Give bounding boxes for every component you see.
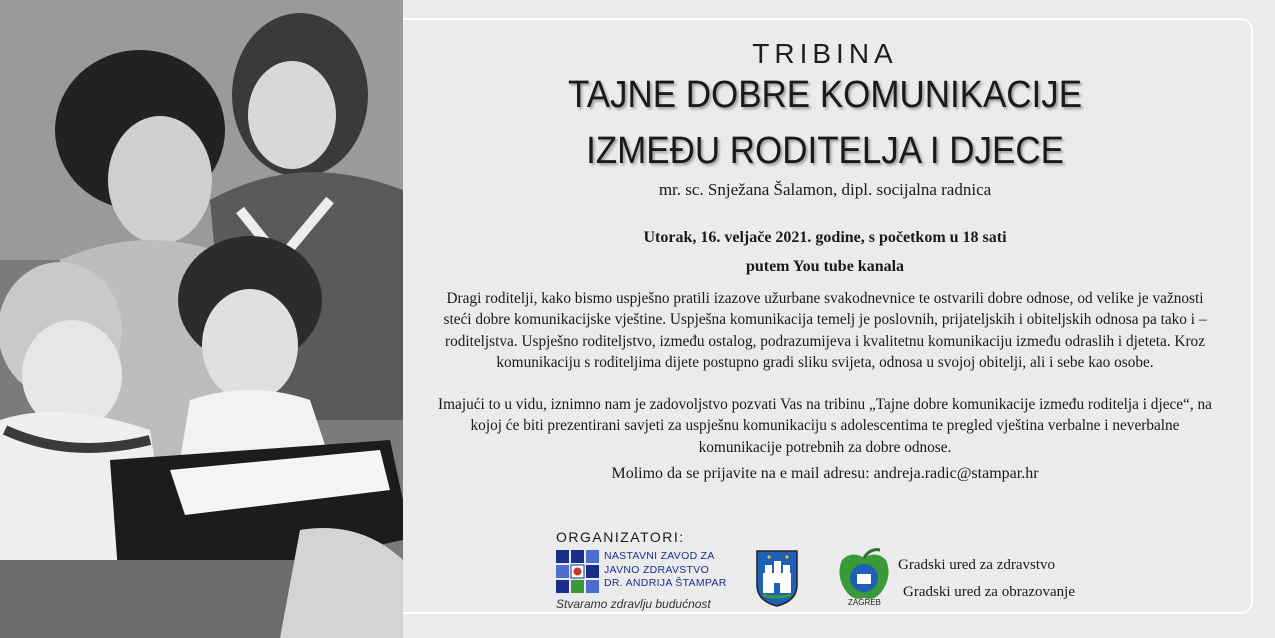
organizers-label: ORGANIZATORI: [556, 529, 685, 545]
event-date: Utorak, 16. veljače 2021. godine, s početkom u 18 sati [643, 229, 1007, 246]
zavod-slogan: Stvaramo zdravlju budućnost [556, 597, 711, 611]
contact-line: Molimo da se prijavite na e mail adresu: andreja.radic@stampar.hr [611, 465, 1039, 482]
zagreb-coat-of-arms-icon [755, 549, 799, 607]
title-line-1: TAJNE DOBRE KOMUNIKACIJE [567, 74, 1083, 116]
office-education: Gradski ured za obrazovanje [903, 584, 1076, 600]
zavod-logo [556, 550, 746, 612]
speaker-name: mr. sc. Snježana Šalamon, dipl. socijalna radnica [658, 180, 992, 199]
zavod-name [604, 550, 727, 591]
photo-illustration [0, 0, 403, 638]
title-line-2: IZMEĐU RODITELJA I DJECE [586, 130, 1064, 172]
office-health: Gradski ured za zdravstvo [898, 557, 1056, 573]
zavod-name-line-1: NASTAVNI ZAVOD ZA [604, 550, 715, 562]
zavod-name-line-2: JAVNO ZDRAVSTVO [604, 563, 710, 576]
zagreb-apple-logo [836, 548, 892, 608]
family-reading-photo [0, 0, 403, 638]
intro-paragraph: Dragi roditelji, kako bismo uspješno pratili izazove užurbane svakodnevnice te ostvarili dobre odnose, od velike je važnosti steći dobre komunikacijske vještine. Uspješna komunikacija temelj je poslovnih, prijateljskih i obiteljskih odnosa pa tako i – roditeljstva. Uspješno roditeljstvo, između ostalog, podrazumijeva i kvalitetnu komunikaciju između odraslih i djeteta. Kroz komunikaciju s roditeljima dijete postupno gradi sliku svijeta, odnosa u svojoj obitelji, ali i sebe kao osobe. [443, 290, 1207, 371]
event-channel: putem You tube kanala [745, 258, 905, 275]
invitation-paragraph: Imajući to u vidu, iznimno nam je zadovoljstvo pozvati Vas na tribinu „Tajne dobre komunikacije između roditelja i djece“, na kojoj će biti prezentirani savjeti za uspješnu komunikaciju s adolescentima te pregled vještina verbalne i neverbalne komunikacije potrebnih za dobre odnose. [438, 396, 1212, 456]
apple-logo-text: ZAGREB [848, 598, 881, 607]
zavod-grid-icon [556, 550, 600, 594]
event-type-label: TRIBINA [752, 38, 898, 69]
zavod-name-line-3: DR. ANDRIJA ŠTAMPAR [604, 577, 727, 589]
